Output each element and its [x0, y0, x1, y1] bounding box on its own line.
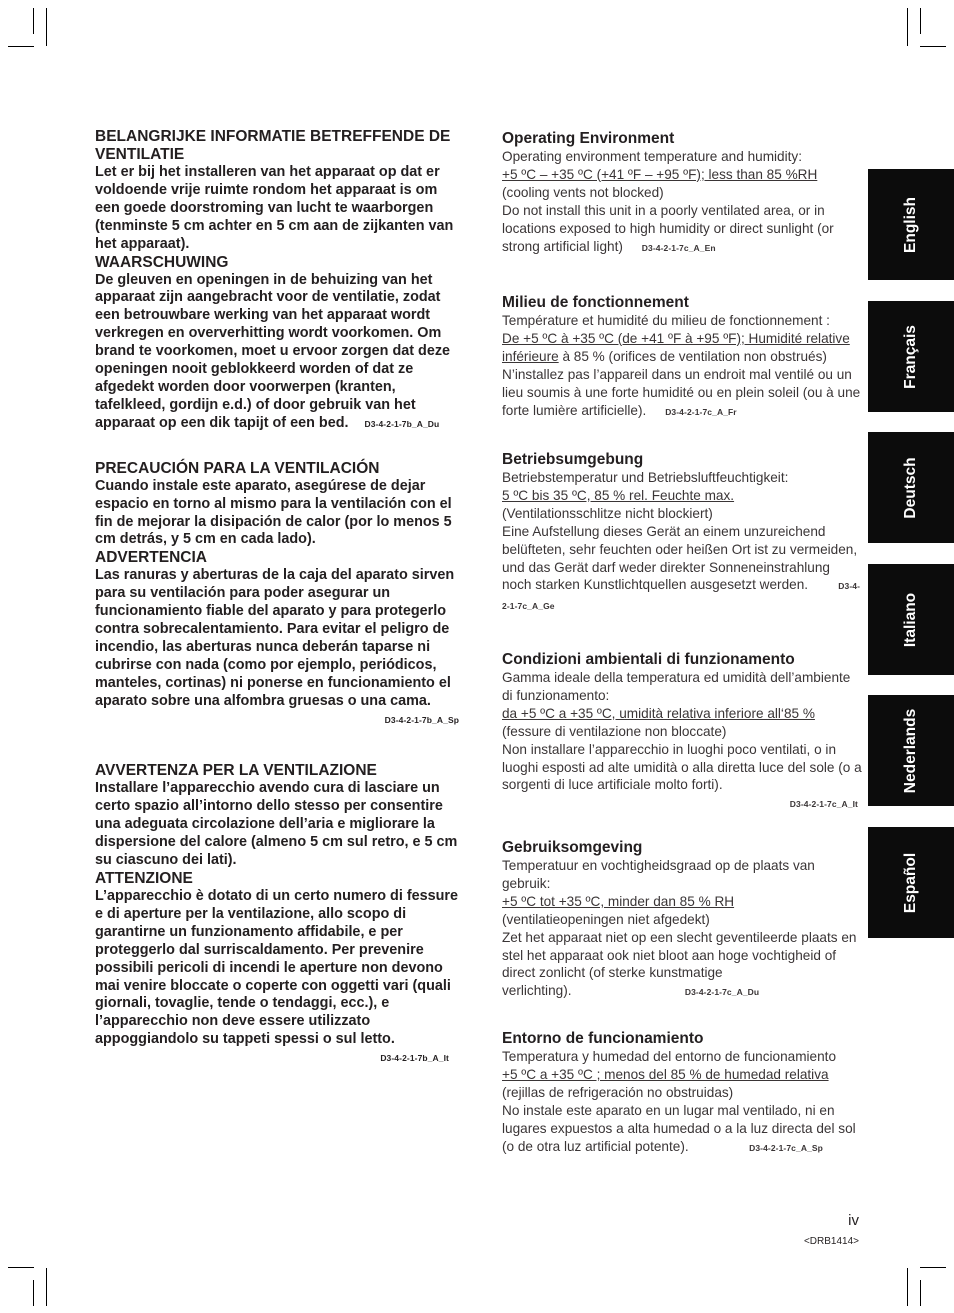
tab-label: Español: [902, 852, 919, 913]
fr-section: [502, 293, 862, 421]
sp-env-spec: +5 ºC a +35 ºC ; menos del 85 % de humedad relativa: [502, 1066, 829, 1082]
sp-env-line1: Temperatura y humedad del entorno de funcionamiento: [502, 1049, 837, 1064]
nl-heading-ventilation: BELANGRIJKE INFORMATIE BETREFFENDE DE VENTILATIE: [95, 128, 451, 163]
tab-label: Nederlands: [902, 708, 919, 793]
it-code: D3-4-2-1-7b_A_It: [380, 1053, 449, 1064]
tab-label: English: [902, 196, 919, 253]
en-line2: (cooling vents not blocked): [502, 184, 664, 200]
nl-heading-warning: WAARSCHUWING: [95, 253, 229, 271]
en-line1: Operating environment temperature and humidity:: [502, 149, 802, 164]
crop-mark: [8, 46, 34, 47]
nl-section: [95, 128, 459, 434]
de-section: [502, 450, 862, 616]
sp-section: [95, 460, 459, 730]
fr-heading: Milieu de fonctionnement: [502, 294, 689, 311]
crop-mark: [920, 1267, 946, 1268]
it-section: [95, 762, 459, 1068]
du-spec: +5 ºC tot +35 ºC, minder dan 85 % RH: [502, 893, 735, 909]
it-warning-text: L’apparecchio è dotato di un certo numero di fessure e di aperture per la ventilazione, allo scopo di garantirne un funzionamento affidabile, e per proteggerlo dal surriscaldamento. Per prevenire possibili pericoli di incendi le aperture non devono mai venire bloccate o coperte con oggetti vari (quali giornali, tovaglie, tende o tendaggi, ecc.), e l’apparecchio non deve essere utilizzato appoggiandolo su tappeti spessi o sul letto.: [95, 888, 459, 1048]
crop-mark: [46, 1268, 47, 1306]
sp-env-line2: (rejillas de refrigeración no obstruidas): [502, 1084, 734, 1100]
it-env-heading: Condizioni ambientali di funzionamento: [502, 651, 795, 668]
crop-mark: [8, 1267, 34, 1268]
nl-ventilation-text: Let er bij het installeren van het apparaat op dat er voldoende vrije ruimte rondom het apparaat is om een goede doorstroming van lucht te waarborgen (tenminste 5 cm achter en 5 cm aan de zijkanten van het apparaat).: [95, 164, 454, 252]
tab-english: [868, 169, 954, 280]
en-section: [502, 129, 862, 257]
it-heading-warning: ATTENZIONE: [95, 870, 193, 887]
page-number: iv: [848, 1212, 859, 1229]
tab-label: Français: [902, 324, 919, 389]
nl-code: D3-4-2-1-7b_A_Du: [364, 418, 440, 429]
tab-label: Italiano: [902, 592, 919, 647]
it-env-line2: (fessure di ventilazione non bloccate): [502, 723, 727, 739]
it-env-section: [502, 650, 862, 814]
tab-label: Deutsch: [902, 456, 919, 519]
sp-env-heading: Entorno de funcionamiento: [502, 1030, 704, 1047]
en-code: D3-4-2-1-7c_A_En: [641, 242, 716, 253]
left-column: [95, 128, 459, 1068]
de-spec: 5 ºC bis 35 ºC, 85 % rel. Feuchte max.: [502, 487, 735, 503]
sp-warning-text: Las ranuras y aberturas de la caja del aparato sirven para su ventilación para poder asegurar un funcionamiento fiable del aparato y para protegerlo contra sobrecalentamiento. Para evitar el peligro de incendio, las aberturas nunca deberán taparse ni cubrirse con nada (como por ejemplo, periódicos, manteles, cortinas) ni ponerse en funcionamiento el aparato sobre una alfombra gruesas o una cama.: [95, 567, 455, 709]
tab-francais: [868, 301, 954, 412]
de-line1: Betriebstemperatur und Betriebsluftfeuchtigkeit:: [502, 470, 789, 485]
du-heading: Gebruiksomgeving: [502, 839, 643, 856]
sp-env-text: No instale este aparato en un lugar mal ventilado, ni en lugares expuestos a alta humedad o a la luz directa del sol (o de otra luz artificial potente).: [502, 1102, 856, 1154]
en-heading: Operating Environment: [502, 130, 675, 147]
de-heading: Betriebsumgebung: [502, 451, 644, 468]
sp-env-section: [502, 1029, 862, 1157]
nl-warning-text: De gleuven en openingen in de behuizing van het apparaat zijn aangebracht voor de ventilatie, zodat een betrouwbare werking van het apparaat wordt verkregen en oververhitting wordt voorkomen. Om brand te voorkomen, moet u ervoor zorgen dat deze openingen nooit geblokkeerd worden of dat ze afgedekt worden door voorwerpen (kranten, tafelkleed, gordijn e.d.) of door gebruik van het apparaat op een dik tapijt of een bed.: [95, 271, 451, 431]
de-line2: (Ventilationsschlitze nicht blockiert): [502, 505, 713, 521]
de-code: D3-4-2-1-7c_A_Ge: [502, 581, 861, 612]
it-env-text: Non installare l’apparecchio in luoghi poco ventilati, o in luoghi esposti ad alte umidità o alla diretta luce del sole (o a sorgenti di luce artificiale molto forti).: [502, 741, 862, 793]
crop-mark: [33, 1280, 34, 1306]
it-ventilation-text: Installare l’apparecchio avendo cura di lasciare un certo spazio all’intorno dello stesso per consentire una adeguata circolazione dell’aria e migliorare la dispersione del calore (almeno 5 cm sul retro, e 5 cm su ciascuno dei lati).: [95, 780, 458, 869]
du-code: D3-4-2-1-7c_A_Du: [684, 987, 760, 998]
sp-heading-warning: ADVERTENCIA: [95, 549, 207, 567]
sp-code: D3-4-2-1-7b_A_Sp: [384, 714, 459, 725]
tab-deutsch: [868, 432, 954, 543]
crop-mark: [33, 8, 34, 34]
crop-mark: [907, 8, 908, 46]
it-env-line1: Gamma ideale della temperatura ed umidità dell’ambiente di funzionamento:: [502, 670, 851, 703]
it-heading-ventilation: AVVERTENZA PER LA VENTILAZIONE: [95, 762, 377, 780]
en-spec: +5 ºC – +35 ºC (+41 ºF – +95 ºF); less than 85 %RH: [502, 166, 818, 182]
sp-ventilation-text: Cuando instale este aparato, asegúrese de dejar espacio en torno al mismo para la ventilación con el fin de mejorar la disipación de calor (por lo menos 5 cm detrás, y 5 cm en cada lado).: [95, 477, 452, 548]
tab-italiano: [868, 564, 954, 675]
it-env-spec: da +5 ºC a +35 ºC, umidità relativa inferiore all‘85 %: [502, 705, 815, 721]
fr-line1: Température et humidité du milieu de fonctionnement :: [502, 313, 830, 328]
du-text: Zet het apparaat niet op een slecht geventileerde plaats en stel het apparaat ook niet bloot aan hoge vochtigheid of direct zonlicht (of sterke kunstmatige verlichting).: [502, 929, 857, 999]
fr-text: à 85 % (orifices de ventilation non obstrués) N’installez pas l’appareil dans un endroit mal ventilé ou un lieu soumis à une forte humidité ou en plein soleil (ou à une forte lumière artificielle).: [502, 348, 861, 418]
en-text: Do not install this unit in a poorly ventilated area, or in locations exposed to high humidity or direct sunlight (or strong artificial light): [502, 202, 834, 254]
du-line2: (ventilatieopeningen niet afgedekt): [502, 911, 710, 927]
document-code: <DRB1414>: [803, 1236, 859, 1247]
crop-mark: [920, 46, 946, 47]
de-text: Eine Aufstellung dieses Gerät an einem unzureichend belüfteten, sehr feuchten oder heißen Ort ist zu vermeiden, und das Gerät darf weder direkter Sonneneinstrahlung noch starken Kunstlichtquellen ausgesetzt werden.: [502, 523, 858, 593]
sp-heading-ventilation: PRECAUCIÓN PARA LA VENTILACIÓN: [95, 459, 380, 477]
fr-spec: De +5 ºC à +35 ºC (de +41 ºF à +95 ºF); Humidité relative inférieure: [502, 330, 850, 364]
du-line1: Temperatuur en vochtigheidsgraad op de plaats van gebruik:: [502, 858, 815, 891]
du-section: [502, 838, 862, 1002]
crop-mark: [920, 1280, 921, 1306]
sp-env-code: D3-4-2-1-7c_A_Sp: [749, 1142, 823, 1153]
it-env-code: D3-4-2-1-7c_A_It: [789, 799, 858, 810]
fr-code: D3-4-2-1-7c_A_Fr: [665, 406, 737, 417]
tab-espanol: [868, 827, 954, 938]
crop-mark: [46, 8, 47, 46]
crop-mark: [907, 1268, 908, 1306]
tab-nederlands: [868, 695, 954, 806]
crop-mark: [920, 8, 921, 34]
